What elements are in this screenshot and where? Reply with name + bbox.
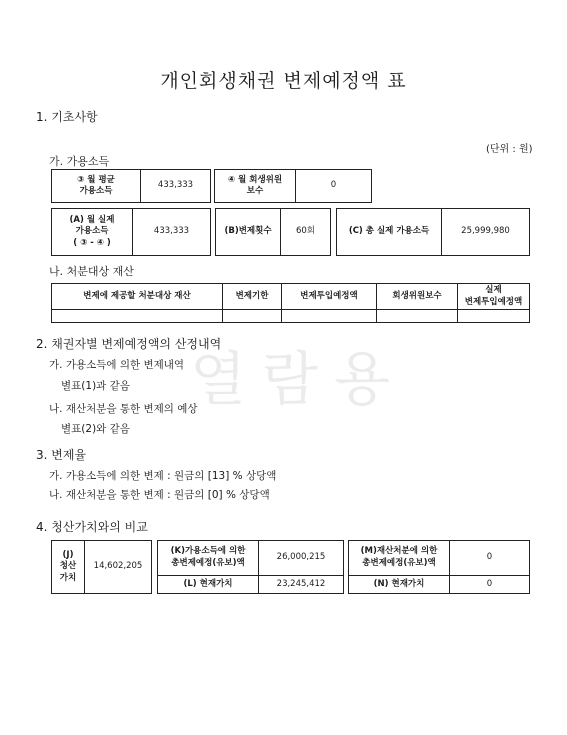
liquidation-value-value: 14,602,205: [85, 541, 152, 594]
asset-repayment-value: 0: [450, 541, 530, 576]
section-1-heading: 1. 기초사항: [36, 110, 98, 124]
asset-header-asset: 변제에 제공할 처분대상 재산: [52, 284, 223, 310]
total-income-label: (C) 총 실제 가용소득: [337, 209, 442, 256]
income-repayment-value: 26,000,215: [259, 541, 344, 576]
section-1b-heading: 나. 처분대상 재산: [49, 265, 134, 278]
section-2a-heading: 가. 가용소득에 의한 변제내역: [49, 359, 185, 371]
monthly-average-value: 433,333: [141, 170, 211, 203]
total-income-table: [336, 208, 530, 256]
monthly-average-label: ③ 월 평균 가용소득: [52, 170, 141, 203]
section-1a-heading: 가. 가용소득: [49, 155, 110, 168]
section-2-heading: 2. 채권자별 변제예정액의 산정내역: [36, 337, 222, 351]
trustee-fee-value: 0: [296, 170, 372, 203]
section-2b-heading: 나. 재산처분을 통한 변제의 예상: [49, 403, 198, 415]
income-repayment-table: [157, 540, 344, 594]
section-2b-note: 별표(2)와 같음: [61, 423, 130, 435]
repayment-rate-line-2: 나. 재산처분을 통한 변제 : 원금의 [0] % 상당액: [49, 489, 270, 501]
liquidation-value-table: [51, 540, 152, 594]
asset-header-deadline: 변제기한: [223, 284, 282, 310]
page-title: 개인회생채권 변제예정액 표: [160, 70, 407, 92]
income-present-value-value: 23,245,412: [259, 575, 344, 593]
total-income-value: 25,999,980: [442, 209, 530, 256]
actual-income-label: (A) 월 실제 가용소득 ( ③ - ④ ): [52, 209, 133, 256]
asset-present-value-value: 0: [450, 575, 530, 593]
trustee-fee-table: [214, 169, 372, 203]
monthly-average-table: [51, 169, 211, 203]
asset-repayment-label: (M)재산처분에 의한 총변제예정(유보)액: [349, 541, 450, 576]
actual-income-value: 433,333: [133, 209, 211, 256]
asset-repayment-table: [348, 540, 530, 594]
asset-table-row: [52, 310, 530, 323]
section-2a-note: 별표(1)과 같음: [61, 380, 130, 392]
asset-table-header: [52, 284, 530, 310]
repayment-count-table: [215, 208, 331, 256]
actual-income-table: [51, 208, 211, 256]
asset-header-actual: 실제 변제투입예정액: [458, 284, 530, 310]
watermark: 열람용: [190, 345, 407, 413]
income-repayment-label: (K)가용소득에 의한 총변제예정(유보)액: [158, 541, 259, 576]
asset-header-planned: 변제투입예정액: [282, 284, 377, 310]
income-present-value-label: (L) 현재가치: [158, 575, 259, 593]
section-4-heading: 4. 청산가치와의 비교: [36, 520, 148, 534]
asset-present-value-label: (N) 현재가치: [349, 575, 450, 593]
section-3-heading: 3. 변제율: [36, 448, 87, 462]
unit-label: (단위 : 원): [486, 144, 533, 155]
asset-header-trustee-fee: 회생위원보수: [377, 284, 458, 310]
repayment-count-label: (B)변제횟수: [216, 209, 281, 256]
trustee-fee-label: ④ 월 회생위원 보수: [215, 170, 296, 203]
repayment-count-value: 60회: [281, 209, 331, 256]
asset-table: [51, 283, 530, 323]
liquidation-value-label: (J) 청산 가치: [52, 541, 85, 594]
repayment-rate-line-1: 가. 가용소득에 의한 변제 : 원금의 [13] % 상당액: [49, 470, 277, 482]
